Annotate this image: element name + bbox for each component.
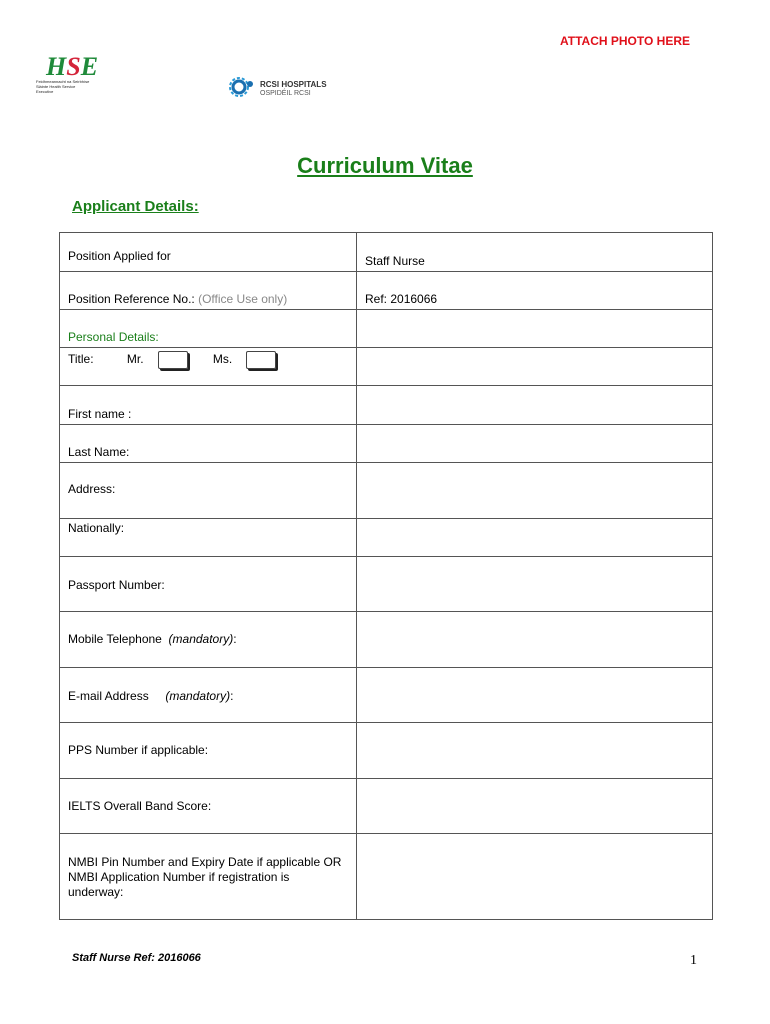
- last-name-label: Last Name:: [60, 425, 357, 463]
- applicant-details-table: [59, 232, 713, 920]
- table-row: [60, 233, 713, 272]
- title-label: Title:: [68, 352, 94, 367]
- hse-logo-text: Feidhmeannacht na Seirbhíse Sláinte Health Service Executive: [36, 79, 90, 94]
- hse-logo-mark: HSE: [46, 52, 99, 81]
- position-applied-value[interactable]: Staff Nurse: [357, 233, 713, 272]
- ielts-value[interactable]: [357, 779, 713, 834]
- document-title: Curriculum Vitae: [297, 153, 473, 178]
- table-row: [60, 779, 713, 834]
- email-label: E-mail Address (mandatory):: [60, 668, 357, 723]
- table-row: [60, 834, 713, 920]
- personal-details-label: Personal Details:: [60, 310, 357, 348]
- passport-value[interactable]: [357, 557, 713, 612]
- passport-label: Passport Number:: [60, 557, 357, 612]
- footer-reference: Staff Nurse Ref: 2016066: [72, 952, 201, 964]
- address-value[interactable]: [357, 463, 713, 519]
- email-value[interactable]: [357, 668, 713, 723]
- table-row: [60, 668, 713, 723]
- rcsi-logo-line2: OSPIDÉIL RCSI: [260, 90, 311, 97]
- ms-checkbox[interactable]: [246, 351, 276, 369]
- nmbi-label: NMBI Pin Number and Expiry Date if applicable OR NMBI Application Number if registration is underway:: [60, 834, 357, 920]
- table-row: [60, 723, 713, 779]
- mandatory-note: (mandatory): [168, 632, 234, 646]
- position-applied-label: Position Applied for: [60, 233, 357, 272]
- table-row: [60, 310, 713, 348]
- first-name-label: First name :: [60, 386, 357, 425]
- mr-checkbox[interactable]: [158, 351, 188, 369]
- rcsi-logo-line1: RCSI HOSPITALS: [260, 80, 327, 89]
- title-row: [60, 348, 357, 386]
- table-row: [60, 386, 713, 425]
- address-label: Address:: [60, 463, 357, 519]
- rcsi-hospitals-logo: [228, 76, 327, 98]
- mandatory-note: (mandatory): [165, 689, 231, 703]
- pps-value[interactable]: [357, 723, 713, 779]
- pps-label: PPS Number if applicable:: [60, 723, 357, 779]
- rcsi-gear-icon: [228, 76, 256, 98]
- position-ref-label: Position Reference No.: (Office Use only): [60, 272, 357, 310]
- nmbi-value[interactable]: [357, 834, 713, 920]
- hse-logo: [36, 52, 99, 94]
- mobile-label: Mobile Telephone (mandatory):: [60, 612, 357, 668]
- ielts-label: IELTS Overall Band Score:: [60, 779, 357, 834]
- page-number: 1: [690, 953, 697, 968]
- last-name-value[interactable]: [357, 425, 713, 463]
- office-use-note: (Office Use only): [198, 292, 288, 306]
- table-row: [60, 612, 713, 668]
- table-row: [60, 463, 713, 519]
- section-heading: Applicant Details:: [72, 198, 199, 215]
- mobile-value[interactable]: [357, 612, 713, 668]
- position-ref-value[interactable]: Ref: 2016066: [357, 272, 713, 310]
- mr-label: Mr.: [126, 352, 144, 367]
- first-name-value[interactable]: [357, 386, 713, 425]
- table-row: [60, 519, 713, 557]
- personal-details-value[interactable]: [357, 310, 713, 348]
- table-row: [60, 272, 713, 310]
- nationality-value[interactable]: [357, 519, 713, 557]
- table-row: [60, 557, 713, 612]
- title-value[interactable]: [357, 348, 713, 386]
- table-row: [60, 348, 713, 386]
- table-row: [60, 425, 713, 463]
- ms-label: Ms.: [212, 352, 233, 367]
- nationality-label: Nationally:: [60, 519, 357, 557]
- attach-photo-label: ATTACH PHOTO HERE: [560, 34, 691, 48]
